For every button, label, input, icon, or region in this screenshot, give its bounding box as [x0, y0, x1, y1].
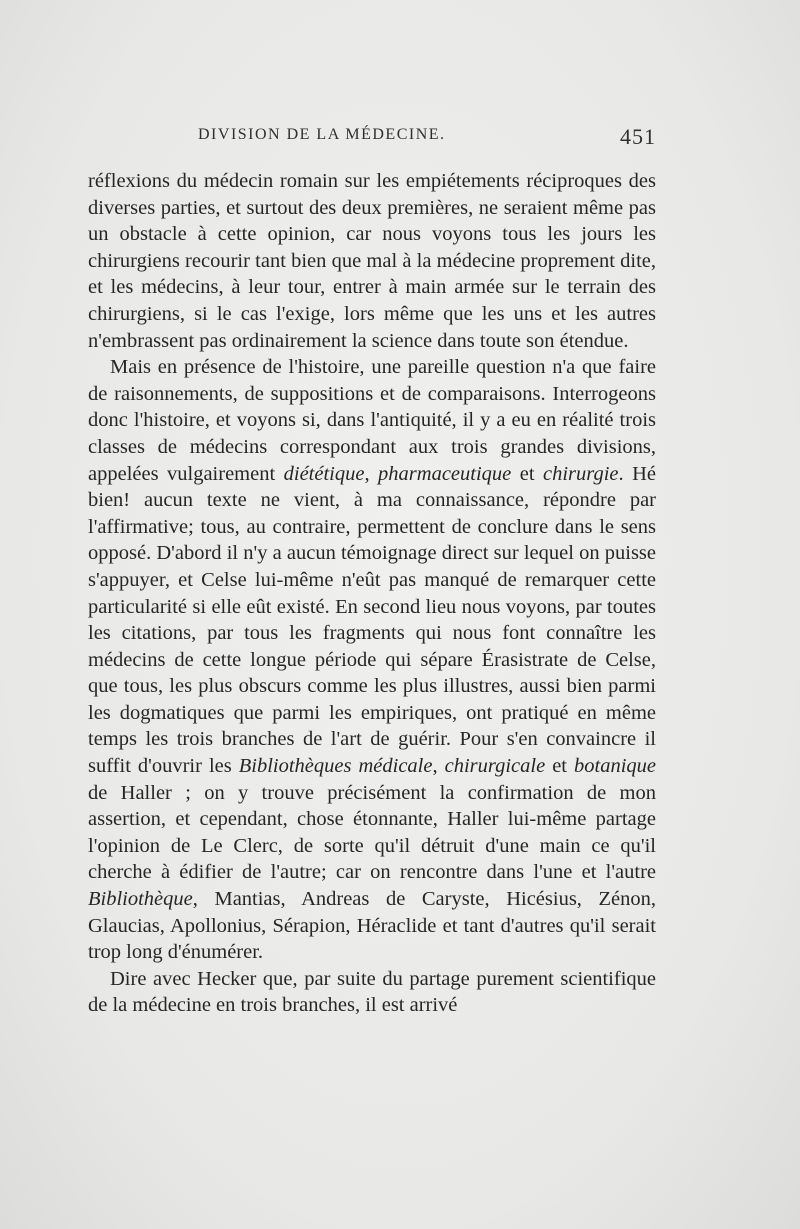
- paragraph-2-text: de Haller ; on y trouve précisément la confirmation de mon assertion, et cependant, chose étonnante, Haller lui-même partage l'opinion de Le Clerc, de sorte qu'il détruit d'une main ce qu'il cherche à édifier de l'autre; car on rencontre dans l'une et l'autre: [88, 781, 656, 884]
- paragraph-3: Dire avec Hecker que, par suite du partage purement scientifique de la médecine en trois branches, il est arrivé: [88, 967, 656, 1017]
- term-chirurgie: chirurgie: [542, 462, 619, 485]
- term-pharmaceutique: pharmaceutique: [378, 462, 512, 485]
- paragraph-2-text: ,: [364, 462, 379, 485]
- paragraph-2: [88, 354, 656, 966]
- paragraph-2-text: et: [545, 755, 575, 778]
- page-number: 451: [620, 124, 656, 149]
- term-dietetique: diététique: [283, 462, 365, 485]
- title-bibliotheque: Bibliothèque: [88, 888, 193, 911]
- paragraph-2-text: ,: [432, 755, 445, 778]
- paragraph-2-text: et: [511, 462, 543, 485]
- title-chirurgicale: chirurgicale: [444, 755, 546, 778]
- paragraph-1: réflexions du médecin romain sur les empiétements réciproques des diverses parties, et surtout des deux premières, ne seraient même pas un obstacle à cette opinion, car nous voyons tous les jours les chirurgiens recourir tant bien que mal à la médecine proprement dite, et les médecins, à leur tour, entrer à main armée sur le terrain des chirurgiens, si le cas l'exige, lors même que les uns et les autres n'embrassent pas ordinairement la science dans toute son étendue.: [88, 170, 656, 352]
- page-header: [88, 124, 656, 152]
- paragraph-2-text: . Hé bien! aucun texte ne vient, à ma connaissance, répondre par l'affirmative; tous, au contraire, permettent de conclure dans le sens opposé. D'abord il n'y a aucun témoignage direct sur lequel on puisse s'appuyer, et Celse lui-même n'eût pas manqué de remarquer cette particularité si elle eût existé. En second lieu nous voyons, par toutes les citations, par tous les fragments qui nous font connaître les médecins de cette longue période qui sépare Érasistrate de Celse, que tous, les plus obscurs comme les plus illustres, aussi bien parmi les dogmatiques que parmi les empiriques, ont pratiqué en même temps les trois branches de l'art de guérir. Pour s'en convaincre il suffit d'ouvrir les: [88, 462, 657, 778]
- paragraph-2-text: Mais en présence de l'histoire, une pareille question n'a que faire de raisonnements, de suppositions et de comparaisons. Interrogeons donc l'histoire, et voyons si, dans l'antiquité, il y a eu en réalité trois classes de médecins correspondant aux trois grandes divisions, appelées vulgairement: [88, 356, 656, 485]
- paragraph-2-text: , Mantias, Andreas de Caryste, Hicésius, Zénon, Glaucias, Apollonius, Sérapion, Héraclide et tant d'autres qu'il serait trop long d'énumérer.: [88, 888, 656, 964]
- title-botanique: botanique: [574, 755, 657, 778]
- title-bibliotheques-medicale: Bibliothèques médicale: [238, 755, 433, 778]
- body-text: [88, 168, 656, 1019]
- running-head: DIVISION DE LA MÉDECINE.: [198, 126, 446, 143]
